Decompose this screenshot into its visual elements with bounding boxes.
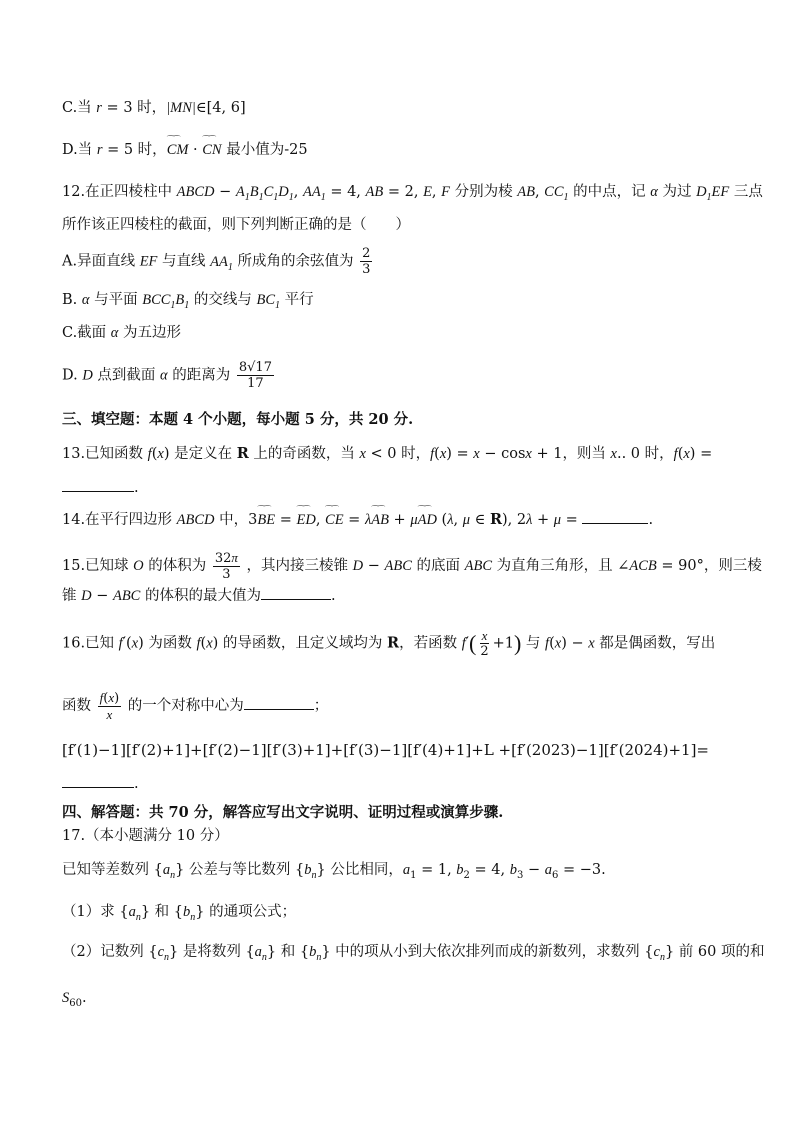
question-16-sum: [f′(1)−1][f′(2)+1]+[f′(2)−1][f′(3)+1]+[f′(3)−1][f′(4)+1]+L +[f′(2023)−1][f′(2024)+1]= xyxy=(62,741,709,759)
question-14: 14.在平行四边形 ABCD 中，3⌒⌒ BE = ⌒⌒ ED, ⌒⌒ CE = λ⌒⌒ AB + μ⌒⌒ AD (λ, μ ∈ R), 2λ + μ = . xyxy=(62,510,764,530)
question-16: 16.已知 f′(x) 为函数 f(x) 的导函数，且定义域均为 R，若函数 f′( $\frac{x}{2}$ +1) 与 f(x) − x 都是偶函数，写出 xyxy=(62,628,716,659)
question-13: 13.已知函数 f(x) 是定义在 R 上的奇函数，当 x < 0 时，f(x) = x − cosx + 1，则当 x.. 0 时，f(x) = xyxy=(62,445,713,462)
question-14-blank[interactable] xyxy=(582,511,648,524)
question-17-stem: 已知等差数列 $\{a_n\}$ 公差与等比数列 $\{b_n\}$ 公比相同，$a_1 = 1$, $b_2 = 4$, $b_3 - a_6 = -3$. xyxy=(62,862,606,881)
section-3-heading: 三、填空题：本题 4 个小题，每小题 5 分，共 20 分. xyxy=(62,411,414,428)
question-17-part-1: （1）求 $\{a_n\}$ 和 $\{b_n\}$ 的通项公式； xyxy=(62,904,297,923)
question-15-blank[interactable] xyxy=(261,587,331,600)
fraction-2-3: $\frac{2}{3}$ xyxy=(362,246,371,277)
option-d-q11: D.当 r = 5 时，⌒⌒ CM · ⌒⌒ CN 最小值为-25 xyxy=(62,140,764,160)
option-b-q12: B. α 与平面 $BCC_1B_1$ 的交线与 $BC_1$ 平行 xyxy=(62,292,314,311)
question-13-blank[interactable]: . xyxy=(62,478,764,498)
option-c-q12: C.截面 α 为五边形 xyxy=(62,325,182,341)
question-16-cont: 函数 $\frac{f(x)}{x}$ 的一个对称中心为 ； xyxy=(62,690,329,722)
fraction-x-2: $\frac{x}{2}$ xyxy=(480,628,489,659)
question-12-stem-cont: 所作该正四棱柱的截面，则下列判断正确的是（ ） xyxy=(62,217,410,233)
fraction-32pi-3: $\frac{32\pi}{3}$ xyxy=(214,550,238,582)
option-a-q12: A.异面直线 EF 与直线 $AA_1$ 所成角的余弦值为 $\frac{2}{3}$ xyxy=(62,246,371,277)
question-17-title: 17.（本小题满分 10 分） xyxy=(62,828,229,844)
option-c-q11: C.当 r = 3 时，|MN|∈[4, 6] xyxy=(62,100,246,116)
question-12-stem: 12.在正四棱柱中 ABCD − $A_1B_1C_1D_1$, $AA_1 = 4$, AB = 2, E, F 分别为棱 AB, $CC_1$ 的中点，记 α 为过 $D_1EF$ 三点 xyxy=(62,184,763,203)
question-15: 15.已知球 O 的体积为 $\frac{32\pi}{3}$ ，其内接三棱锥 D − ABC 的底面 ABC 为直角三角形，且 ∠ACB = 90°，则三棱 xyxy=(62,550,762,582)
option-d-q12: D. D 点到截面 α 的距离为 $\frac{8√17}{17}$ xyxy=(62,360,272,391)
question-15-cont: 锥 D − ABC 的体积的最大值为 . xyxy=(62,588,336,604)
question-16-blank-2-row[interactable]: . xyxy=(62,774,764,794)
section-4-heading: 四、解答题：共 70 分，解答应写出文字说明、证明过程或演算步骤. xyxy=(62,804,504,821)
fraction-fx-x: $\frac{f(x)}{x}$ xyxy=(99,690,120,722)
question-17-part-2-cont: $S_{60}$. xyxy=(62,990,87,1009)
fraction-8sqrt17-17: $\frac{8√17}{17}$ xyxy=(238,360,272,391)
question-16-blank-1[interactable] xyxy=(244,697,314,710)
question-17-part-2: （2）记数列 $\{c_n\}$ 是将数列 $\{a_n\}$ 和 $\{b_n\}$ 中的项从小到大依次排列而成的新数列，求数列 $\{c_n\}$ 前 60 项的和 xyxy=(62,944,765,963)
